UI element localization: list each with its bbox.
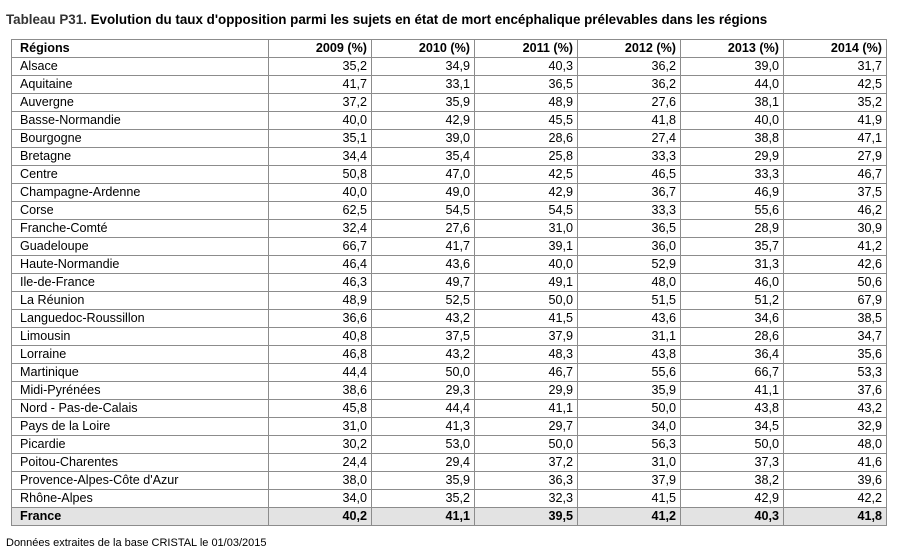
table-row: [12, 382, 887, 400]
region-name-cell: Lorraine: [12, 346, 269, 364]
table-row: [12, 184, 887, 202]
table-row: [12, 328, 887, 346]
rate-cell: 37,2: [475, 454, 578, 472]
column-header-2011: 2011 (%): [475, 40, 578, 58]
rate-cell: 41,6: [784, 454, 887, 472]
rate-cell: 49,0: [372, 184, 475, 202]
rate-cell: 50,0: [372, 364, 475, 382]
region-name-cell: Corse: [12, 202, 269, 220]
rate-cell: 31,1: [578, 328, 681, 346]
rate-cell: 53,0: [372, 436, 475, 454]
rate-cell: 30,9: [784, 220, 887, 238]
rate-cell: 35,6: [784, 346, 887, 364]
rate-cell: 34,7: [784, 328, 887, 346]
rate-cell: 48,3: [475, 346, 578, 364]
rate-cell: 48,0: [578, 274, 681, 292]
rate-cell: 50,0: [578, 400, 681, 418]
table-row: [12, 148, 887, 166]
rate-cell: 35,2: [269, 58, 372, 76]
rate-cell: 31,3: [681, 256, 784, 274]
table-row: [12, 454, 887, 472]
rate-cell: 27,6: [372, 220, 475, 238]
rate-cell: 31,0: [475, 220, 578, 238]
region-name-cell: Haute-Normandie: [12, 256, 269, 274]
rate-cell: 36,2: [578, 58, 681, 76]
rate-cell: 31,0: [578, 454, 681, 472]
total-cell: 40,2: [269, 508, 372, 526]
rate-cell: 36,5: [475, 76, 578, 94]
rate-cell: 50,0: [475, 436, 578, 454]
rate-cell: 29,9: [681, 148, 784, 166]
table-row: [12, 202, 887, 220]
rate-cell: 37,6: [784, 382, 887, 400]
rate-cell: 42,9: [372, 112, 475, 130]
column-header-2014: 2014 (%): [784, 40, 887, 58]
rate-cell: 48,9: [475, 94, 578, 112]
column-header-regions: Régions: [12, 40, 269, 58]
rate-cell: 27,9: [784, 148, 887, 166]
rate-cell: 24,4: [269, 454, 372, 472]
rate-cell: 30,2: [269, 436, 372, 454]
rate-cell: 42,5: [784, 76, 887, 94]
rate-cell: 50,8: [269, 166, 372, 184]
rate-cell: 42,9: [475, 184, 578, 202]
rate-cell: 42,2: [784, 490, 887, 508]
region-name-cell: Aquitaine: [12, 76, 269, 94]
region-name-cell: Guadeloupe: [12, 238, 269, 256]
table-row: [12, 364, 887, 382]
rate-cell: 43,6: [372, 256, 475, 274]
rate-cell: 40,0: [269, 112, 372, 130]
rate-cell: 46,5: [578, 166, 681, 184]
region-name-cell: Auvergne: [12, 94, 269, 112]
rate-cell: 47,1: [784, 130, 887, 148]
rate-cell: 35,7: [681, 238, 784, 256]
table-row: [12, 310, 887, 328]
column-header-2009: 2009 (%): [269, 40, 372, 58]
region-name-cell: Centre: [12, 166, 269, 184]
region-name-cell: Limousin: [12, 328, 269, 346]
rate-cell: 41,9: [784, 112, 887, 130]
region-name-cell: Champagne-Ardenne: [12, 184, 269, 202]
rate-cell: 40,0: [475, 256, 578, 274]
rate-cell: 35,2: [784, 94, 887, 112]
table-row: [12, 274, 887, 292]
rate-cell: 54,5: [475, 202, 578, 220]
total-cell: 41,1: [372, 508, 475, 526]
rate-cell: 54,5: [372, 202, 475, 220]
rate-cell: 41,1: [475, 400, 578, 418]
region-name-cell: Midi-Pyrénées: [12, 382, 269, 400]
rate-cell: 35,1: [269, 130, 372, 148]
rate-cell: 66,7: [681, 364, 784, 382]
rate-cell: 43,2: [784, 400, 887, 418]
table-row: [12, 166, 887, 184]
rate-cell: 46,8: [269, 346, 372, 364]
rate-cell: 35,9: [578, 382, 681, 400]
rate-cell: 38,8: [681, 130, 784, 148]
region-name-cell: Franche-Comté: [12, 220, 269, 238]
rate-cell: 31,0: [269, 418, 372, 436]
rate-cell: 41,7: [269, 76, 372, 94]
table-title: [6, 12, 767, 27]
rate-cell: 55,6: [681, 202, 784, 220]
rate-cell: 53,3: [784, 364, 887, 382]
rate-cell: 43,8: [681, 400, 784, 418]
table-number: Tableau P31.: [6, 12, 87, 27]
region-name-cell: Basse-Normandie: [12, 112, 269, 130]
total-cell: 41,2: [578, 508, 681, 526]
rate-cell: 46,3: [269, 274, 372, 292]
table-row: [12, 292, 887, 310]
rate-cell: 40,8: [269, 328, 372, 346]
rate-cell: 37,9: [578, 472, 681, 490]
rate-cell: 46,7: [784, 166, 887, 184]
rate-cell: 28,9: [681, 220, 784, 238]
total-label: France: [12, 508, 269, 526]
rate-cell: 51,5: [578, 292, 681, 310]
rate-cell: 32,9: [784, 418, 887, 436]
header-row: [12, 40, 887, 58]
rate-cell: 42,5: [475, 166, 578, 184]
table-row: [12, 346, 887, 364]
source-note: Données extraites de la base CRISTAL le 01/03/2015: [6, 537, 267, 549]
rate-cell: 35,9: [372, 94, 475, 112]
rate-cell: 37,9: [475, 328, 578, 346]
rate-cell: 62,5: [269, 202, 372, 220]
table-row: [12, 58, 887, 76]
rate-cell: 50,6: [784, 274, 887, 292]
rate-cell: 29,4: [372, 454, 475, 472]
table-row: [12, 436, 887, 454]
rate-cell: 45,8: [269, 400, 372, 418]
rate-cell: 29,7: [475, 418, 578, 436]
rate-cell: 42,9: [681, 490, 784, 508]
rate-cell: 34,5: [681, 418, 784, 436]
rate-cell: 43,8: [578, 346, 681, 364]
rate-cell: 52,5: [372, 292, 475, 310]
region-name-cell: Provence-Alpes-Côte d'Azur: [12, 472, 269, 490]
total-cell: 40,3: [681, 508, 784, 526]
rate-cell: 41,8: [578, 112, 681, 130]
rate-cell: 43,6: [578, 310, 681, 328]
rate-cell: 32,4: [269, 220, 372, 238]
rate-cell: 37,3: [681, 454, 784, 472]
rate-cell: 44,0: [681, 76, 784, 94]
column-header-2010: 2010 (%): [372, 40, 475, 58]
rate-cell: 25,8: [475, 148, 578, 166]
rate-cell: 38,5: [784, 310, 887, 328]
rate-cell: 50,0: [475, 292, 578, 310]
table-row: [12, 256, 887, 274]
rate-cell: 29,9: [475, 382, 578, 400]
region-name-cell: Martinique: [12, 364, 269, 382]
table-row: [12, 238, 887, 256]
rate-cell: 31,7: [784, 58, 887, 76]
rate-cell: 38,1: [681, 94, 784, 112]
rate-cell: 34,6: [681, 310, 784, 328]
rate-cell: 34,0: [269, 490, 372, 508]
rate-cell: 40,0: [269, 184, 372, 202]
total-cell: 39,5: [475, 508, 578, 526]
rate-cell: 41,1: [681, 382, 784, 400]
rate-cell: 41,2: [784, 238, 887, 256]
region-name-cell: Alsace: [12, 58, 269, 76]
rate-cell: 44,4: [372, 400, 475, 418]
region-name-cell: Picardie: [12, 436, 269, 454]
rate-cell: 41,7: [372, 238, 475, 256]
table-row: [12, 76, 887, 94]
table-row: [12, 112, 887, 130]
column-header-2012: 2012 (%): [578, 40, 681, 58]
table-row: [12, 472, 887, 490]
rate-cell: 39,1: [475, 238, 578, 256]
region-name-cell: Rhône-Alpes: [12, 490, 269, 508]
rate-cell: 39,0: [372, 130, 475, 148]
rate-cell: 33,3: [578, 202, 681, 220]
rate-cell: 67,9: [784, 292, 887, 310]
rate-cell: 36,2: [578, 76, 681, 94]
rate-cell: 33,1: [372, 76, 475, 94]
rate-cell: 52,9: [578, 256, 681, 274]
table-row: [12, 490, 887, 508]
total-cell: 41,8: [784, 508, 887, 526]
rate-cell: 48,0: [784, 436, 887, 454]
region-name-cell: Poitou-Charentes: [12, 454, 269, 472]
region-name-cell: Languedoc-Roussillon: [12, 310, 269, 328]
rate-cell: 33,3: [578, 148, 681, 166]
rate-cell: 34,0: [578, 418, 681, 436]
rate-cell: 46,0: [681, 274, 784, 292]
rate-cell: 36,7: [578, 184, 681, 202]
rate-cell: 38,2: [681, 472, 784, 490]
rate-cell: 38,0: [269, 472, 372, 490]
region-name-cell: Pays de la Loire: [12, 418, 269, 436]
region-name-cell: Bourgogne: [12, 130, 269, 148]
rate-cell: 41,3: [372, 418, 475, 436]
rate-cell: 49,1: [475, 274, 578, 292]
rate-cell: 45,5: [475, 112, 578, 130]
region-name-cell: Ile-de-France: [12, 274, 269, 292]
rate-cell: 34,9: [372, 58, 475, 76]
column-header-2013: 2013 (%): [681, 40, 784, 58]
table-row: [12, 94, 887, 112]
rate-cell: 41,5: [578, 490, 681, 508]
rate-cell: 33,3: [681, 166, 784, 184]
rate-cell: 46,9: [681, 184, 784, 202]
rate-cell: 36,4: [681, 346, 784, 364]
rate-cell: 44,4: [269, 364, 372, 382]
rate-cell: 35,9: [372, 472, 475, 490]
rate-cell: 48,9: [269, 292, 372, 310]
rate-cell: 32,3: [475, 490, 578, 508]
rate-cell: 35,2: [372, 490, 475, 508]
rate-cell: 46,7: [475, 364, 578, 382]
rate-cell: 37,2: [269, 94, 372, 112]
rate-cell: 29,3: [372, 382, 475, 400]
rate-cell: 27,6: [578, 94, 681, 112]
rate-cell: 50,0: [681, 436, 784, 454]
rate-cell: 49,7: [372, 274, 475, 292]
rate-cell: 43,2: [372, 346, 475, 364]
table-caption: Evolution du taux d'opposition parmi les sujets en état de mort encéphalique prélevables dans les régions: [90, 12, 768, 27]
rate-cell: 56,3: [578, 436, 681, 454]
rate-cell: 39,0: [681, 58, 784, 76]
table-row: [12, 400, 887, 418]
region-name-cell: La Réunion: [12, 292, 269, 310]
rate-cell: 47,0: [372, 166, 475, 184]
table-body: [12, 58, 887, 508]
rate-cell: 28,6: [475, 130, 578, 148]
table-row: [12, 220, 887, 238]
rate-cell: 41,5: [475, 310, 578, 328]
rate-cell: 27,4: [578, 130, 681, 148]
rate-cell: 51,2: [681, 292, 784, 310]
rate-cell: 66,7: [269, 238, 372, 256]
rate-cell: 55,6: [578, 364, 681, 382]
rate-cell: 39,6: [784, 472, 887, 490]
rate-cell: 34,4: [269, 148, 372, 166]
rate-cell: 36,3: [475, 472, 578, 490]
rate-cell: 36,5: [578, 220, 681, 238]
rate-cell: 36,0: [578, 238, 681, 256]
rate-cell: 40,3: [475, 58, 578, 76]
rate-cell: 40,0: [681, 112, 784, 130]
rate-cell: 42,6: [784, 256, 887, 274]
rate-cell: 38,6: [269, 382, 372, 400]
table-row: [12, 130, 887, 148]
region-name-cell: Nord - Pas-de-Calais: [12, 400, 269, 418]
rate-cell: 37,5: [784, 184, 887, 202]
rate-cell: 28,6: [681, 328, 784, 346]
rate-cell: 37,5: [372, 328, 475, 346]
opposition-rate-table: [11, 39, 887, 526]
region-name-cell: Bretagne: [12, 148, 269, 166]
rate-cell: 46,4: [269, 256, 372, 274]
rate-cell: 46,2: [784, 202, 887, 220]
rate-cell: 43,2: [372, 310, 475, 328]
rate-cell: 35,4: [372, 148, 475, 166]
total-row: [12, 508, 887, 526]
rate-cell: 36,6: [269, 310, 372, 328]
table-row: [12, 418, 887, 436]
